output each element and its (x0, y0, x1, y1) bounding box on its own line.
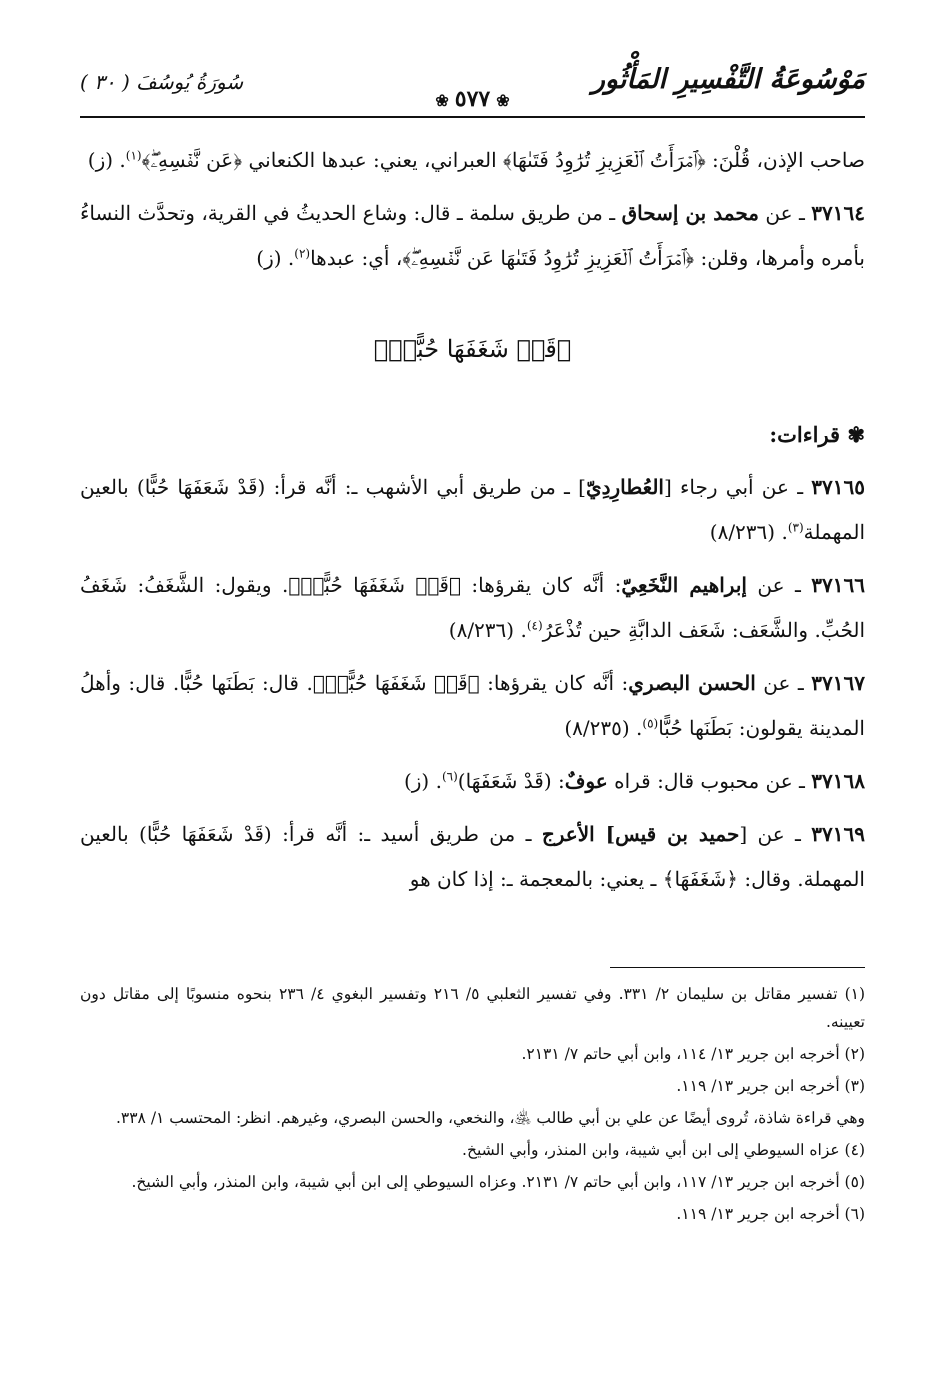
text: : أنَّه كان يقرؤها: (479, 671, 629, 695)
text: ـ من طريق أسيد ـ: أنَّه قرأ: (قَدْ شَعَفَهَا حُبًّا) بالعين المهملة. وقال: (80, 822, 865, 891)
paragraph (80, 138, 865, 183)
report-number: ٣٧١٦٦ (811, 573, 865, 597)
page-header (80, 58, 865, 118)
quran-quote: ﴿ٱمۡرَأَتُ ٱلۡعَزِيزِ تُرَٰوِدُ فَتَىٰهَا﴾ (503, 148, 706, 172)
narrator-name: عوفٌ (564, 769, 608, 793)
text: ـ عن (758, 201, 812, 225)
report-number: ٣٧١٦٧ (811, 671, 866, 695)
paragraph (80, 812, 865, 902)
ornament-icon: ❀ (435, 91, 449, 110)
header-rule (80, 116, 865, 118)
verse-heading: ﴿قَدۡ شَغَفَهَا حُبًّاۖ﴾ (373, 335, 572, 363)
paragraph (80, 759, 865, 804)
text: ] ـ من طريق أبي الأشهب ـ: أنَّه قرأ: (قَدْ شَعَفَهَا حُبًّا) بالعين المهملة (80, 475, 865, 544)
quran-quote: ﴿عَن نَّفۡسِهِۦۖ﴾ (141, 148, 243, 172)
text: . (٨/٢٣٦) (709, 520, 788, 544)
section-title: قراءات: (769, 422, 841, 447)
footnote: (٢) أخرجه ابن جرير ١٣/ ١١٤، وابن أبي حاتم ٧/ ٢١٣١. (521, 1045, 865, 1063)
text: ـ عن أبي رجاء [ (663, 475, 812, 499)
footnotes (80, 980, 865, 1232)
narrator-name: محمد بن إسحاق (621, 201, 759, 225)
flower-icon: ✾ (847, 422, 865, 447)
text: ـ عن (755, 671, 812, 695)
ornament-icon: ❀ (496, 91, 510, 110)
text: . (ز) (87, 148, 126, 172)
page-number-block (429, 86, 515, 112)
report-number: ٣٧١٦٥ (811, 475, 865, 499)
footnote: (٤) عزاه السيوطي إلى ابن أبي شيبة، وابن المنذر، وأبي الشيخ. (462, 1141, 865, 1159)
footnote-ref[interactable]: (٦) (441, 769, 458, 784)
text: . (ز) (256, 246, 295, 270)
report-number: ٣٧١٦٨ (811, 769, 865, 793)
section-heading (80, 412, 865, 457)
report-number: ٣٧١٦٤ (811, 201, 865, 225)
quran-quote: ﴿شَغَفَهَا﴾ (662, 867, 738, 891)
narrator-name: الحسن البصري (628, 671, 756, 695)
surah-label: سُورَةُ يُوسُفَ ( ٣٠ ) (80, 70, 244, 94)
footnote: (١) تفسير مقاتل بن سليمان ٢/ ٣٣١. وفي تفسير الثعلبي ٥/ ٢١٦ وتفسير البغوي ٤/ ٢٣٦ بنحوه منسوبًا إلى مقاتل دون تعيينه. (80, 985, 866, 1031)
text: ـ يعني: بالمعجمة ـ: إذا كان هو (409, 867, 663, 891)
page-number: ٥٧٧ (454, 86, 491, 112)
text: ـ عن (746, 573, 812, 597)
footnote-ref[interactable]: (١) (125, 148, 142, 163)
report-number: ٣٧١٦٩ (811, 822, 865, 846)
narrator-name: إبراهيم النَّخَعِيّ (621, 573, 747, 597)
paragraph (80, 465, 865, 555)
footnote: (٣) أخرجه ابن جرير ١٣/ ١١٩. (676, 1077, 865, 1095)
text: ـ من طريق سلمة ـ قال: وشاع الحديثُ في القرية، وتحدَّث النساءُ بأمره وأمرها، وقلن: (80, 201, 865, 270)
footnote-rule (610, 967, 865, 968)
paragraph (80, 191, 865, 281)
text: : (قَدْ شَعَفَهَا) (457, 769, 565, 793)
narrator-name: العُطارِدِيّ (585, 475, 664, 499)
book-title: مَوْسُوعَةُ التَّفْسِيرِ المَأْثُور (591, 64, 865, 95)
paragraph (80, 661, 865, 751)
quran-quote: ﴿قَدۡ شَغَفَهَا حُبًّاۖ﴾ (312, 671, 480, 695)
text: ـ عن [ (739, 822, 812, 846)
footnote-ref[interactable]: (٥) (642, 716, 659, 731)
main-text (80, 138, 865, 910)
text: ـ عن محبوب قال: قراه (607, 769, 812, 793)
footnote: وهي قراءة شاذة، تُروى أيضًا عن علي بن أبي طالب ﵁، والنخعي، والحسن البصري، وغيرهم. انظر: المحتسب ١/ ٣٣٨. (115, 1109, 865, 1127)
text: صاحب الإذن، قُلْنَ: (705, 148, 865, 172)
text: . (٨/٢٣٦) (448, 618, 527, 642)
text: ، أي: عبدها (310, 246, 403, 270)
quran-quote: ﴿ٱمۡرَأَتُ ٱلۡعَزِيزِ تُرَٰوِدُ فَتَىٰهَا عَن نَّفۡسِهِۦۖ﴾ (402, 246, 695, 270)
narrator-name: حميد بن قيس] الأعرج (541, 822, 740, 846)
paragraph (80, 563, 865, 653)
text: : أنَّه كان يقرؤها: (461, 573, 622, 597)
text: . ويقول: الشَّغَفُ: شَغَفُ الحُبِّ. والشَّعَف: شَعَف الدابَّةِ حين تُذْعَرُ (80, 573, 865, 642)
footnote: (٥) أخرجه ابن جرير ١٣/ ١١٧، وابن أبي حاتم ٧/ ٢١٣١. وعزاه السيوطي إلى ابن أبي شيبة، وابن المنذر، وأبي الشيخ. (131, 1173, 865, 1191)
text: . (ز) (403, 769, 442, 793)
quran-quote: ﴿قَدۡ شَغَفَهَا حُبًّاۖ﴾ (288, 573, 461, 597)
text: . قال: بَطَنَها حُبًّا. قال: وأهلُ المدينة يقولون: بَطَنَها حُبًّا (80, 671, 865, 740)
text: . (٨/٢٣٥) (564, 716, 643, 740)
footnote-ref[interactable]: (٤) (526, 618, 543, 633)
footnote: (٦) أخرجه ابن جرير ١٣/ ١١٩. (676, 1205, 865, 1223)
footnote-ref[interactable]: (٢) (294, 246, 311, 261)
footnote-ref[interactable]: (٣) (787, 520, 804, 535)
text: العبراني، يعني: عبدها الكنعاني (242, 148, 503, 172)
